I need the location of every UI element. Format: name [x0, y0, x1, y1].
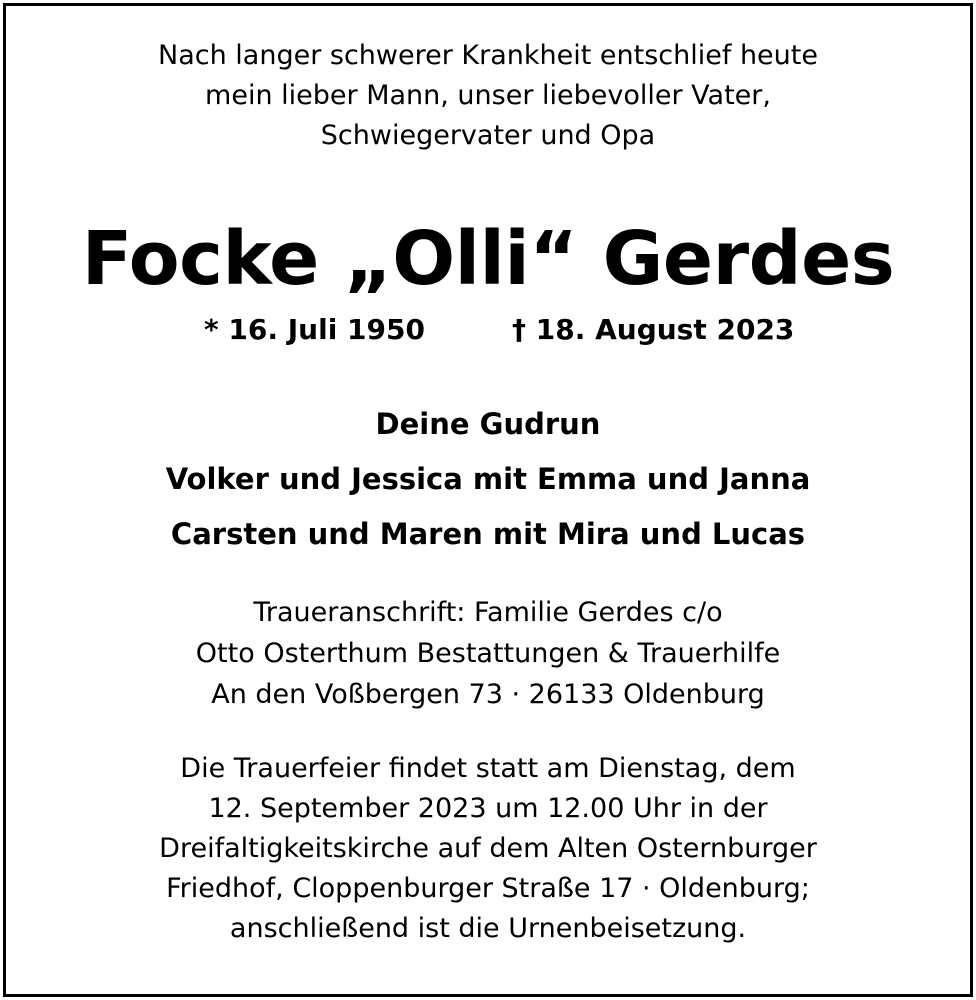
- obituary-notice: [3, 3, 973, 997]
- mourner-line: Carsten und Maren mit Mira und Lucas: [170, 517, 806, 551]
- intro-line: Nach langer schwerer Krankheit entschlief heute: [158, 40, 818, 71]
- mourning-address: [6, 592, 970, 715]
- address-line: An den Voßbergen 73 · 26133 Oldenburg: [211, 679, 765, 710]
- funeral-service-info: [6, 749, 970, 949]
- mourners-list: [6, 397, 970, 562]
- mourner-line: Volker und Jessica mit Emma und Janna: [165, 462, 811, 496]
- mourner-line: Deine Gudrun: [375, 407, 601, 441]
- death-date: † 18. August 2023: [512, 313, 795, 346]
- intro-line: Schwiegervater und Opa: [320, 120, 656, 151]
- address-line: Otto Osterthum Bestattungen & Trauerhilfe: [195, 638, 781, 669]
- life-dates: [6, 310, 970, 350]
- intro-line: mein lieber Mann, unser liebevoller Vater,: [205, 80, 771, 111]
- service-line: Friedhof, Cloppenburger Straße 17 · Oldenburg;: [166, 873, 810, 904]
- deceased-name: Focke „Olli“ Gerdes: [81, 216, 895, 302]
- service-line: 12. September 2023 um 12.00 Uhr in der: [208, 793, 768, 824]
- service-line: anschließend ist die Urnenbeisetzung.: [229, 913, 747, 944]
- address-line: Traueranschrift: Familie Gerdes c/o: [253, 597, 723, 628]
- service-line: Die Trauerfeier findet statt am Dienstag, dem: [180, 753, 796, 784]
- service-line: Dreifaltigkeitskirche auf dem Alten Osternburger: [159, 833, 817, 864]
- birth-date: * 16. Juli 1950: [204, 313, 425, 346]
- intro-text: [6, 36, 970, 156]
